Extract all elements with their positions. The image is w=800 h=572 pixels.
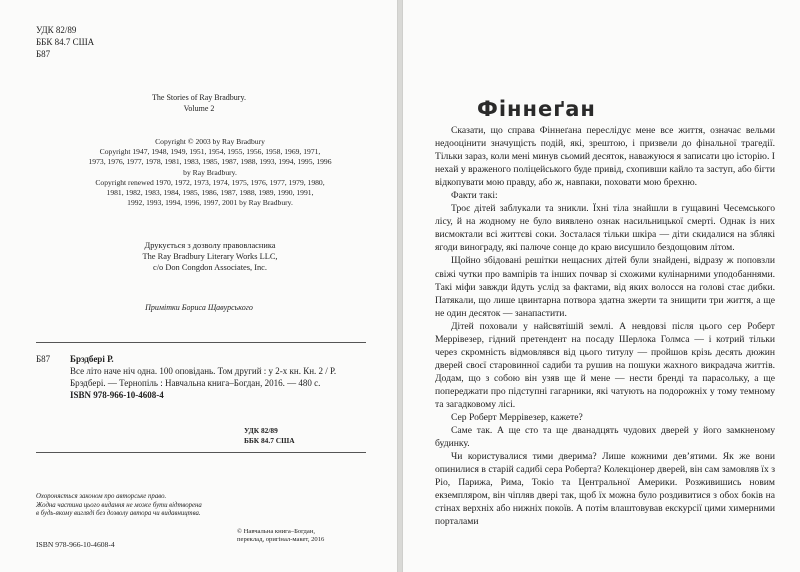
left-page — [0, 0, 398, 572]
copyright-line: by Ray Bradbury. — [183, 167, 237, 177]
paragraph: Факти такі: — [451, 190, 498, 202]
publisher-line: переклад, оригінал-макет, 2016 — [237, 536, 325, 544]
biblio-isbn: ISBN 978-966-10-4608-4 — [70, 390, 164, 400]
volume-line: Volume 2 — [183, 104, 215, 113]
udk-line: УДК 82/89 — [36, 25, 77, 35]
permission-line: Друкується з дозволу правовласника — [144, 241, 276, 250]
bibliographic-record — [36, 353, 371, 401]
udk-small-block — [244, 426, 295, 445]
copyright-line: 1973, 1976, 1977, 1978, 1981, 1983, 1985, 1987, 1988, 1993, 1994, 1995, 1996 — [88, 157, 332, 167]
udk-block — [36, 24, 94, 60]
copyright-line: Copyright renewed 1970, 1972, 1973, 1974, 1975, 1976, 1977, 1979, 1980, — [95, 177, 325, 187]
publisher-line: © Навчальна книга–Богдан, — [237, 528, 316, 535]
footer-isbn: ISBN 978-966-10-4608-4 — [36, 540, 115, 549]
footer-publisher — [237, 528, 324, 545]
chapter-title: Фіннеґан — [477, 97, 596, 121]
b87-line: Б87 — [36, 49, 51, 59]
paragraph: Дітей поховали у найсвятішій землі. А невдовзі після цього сер Роберт Меррівезер, гідний претендент на посаду Шерлока Голмса — і котрий тільки через скромність відмовлявся від цього титулу — пройшов крізь десять дюжин дверей своєї старовинної садиби та рушив на пошуки жахного викрадача життів. Додам, що з собою він узяв ще й мене — нести бренді та парасольку, а ще попереджати про підступні гагарники, які чатують на подорожніх у тому темному та загадковому лісі. — [435, 320, 775, 410]
paragraph: Саме так. А ще сто та ще дванадцять чудових дверей у його замкненому будинку. — [435, 425, 775, 450]
paragraph: Щойно збідовані решітки нещасних дітей були знайдені, відразу ж поповзли свіжі чутки про вампірів та інших почвар зі схожими кулінарними уподобаннями. Такі міфи завжди йдуть услід за фактами, від яких волосся на голові стає дибки. Патякали, що лише цвинтарна потвора здатна зжерти та знищити три життя, а ще не один десяток — занапастити. — [435, 255, 775, 319]
paragraph: Троє дітей заблукали та зникли. Їхні тіла знайшли в гущавині Чесемського лісу, й на жодному не було виявлено ознак насильницької смерті. Однак із них висмоктали всі життєві соки. Зосталася тільки шкіра — діти скидалися на зблякі ягоди винограду, які палюче сонце до краю висушило бездощовим літом. — [435, 203, 775, 254]
copyright-line: Copyright © 2003 by Ray Bradbury — [155, 137, 265, 146]
protection-line: в будь-якому вигляді без дозволу автора чи видавництва. — [36, 510, 201, 518]
notes-credit: Примітки Бориса Щавурського — [145, 303, 253, 312]
udk-small-line: УДК 82/89 — [244, 426, 278, 435]
paragraph: Сказати, що справа Фіннеґана переслідує мене все життя, означає вельми недооцінити значущість подій, які, зрештою, і призвели до фінальної трагедії. Тільки зараз, коли мені минув сьомий десяток, наважуюся я записати цю історію. І нехай у враженого поліцейського буде привід, схопивши кайло та заступ, або бігти відкопувати мою правду, або ж, навпаки, поховати мою брехню. — [435, 125, 775, 189]
biblio-code: Б87 — [36, 354, 51, 364]
copyright-block — [60, 137, 360, 208]
story-text — [435, 124, 775, 528]
bbk-line: ББК 84.7 США — [36, 37, 95, 47]
right-page — [402, 0, 800, 572]
copyright-line: Copyright 1947, 1948, 1949, 1951, 1954, 1955, 1956, 1958, 1969, 1971, — [99, 147, 321, 157]
permission-line: c/o Don Congdon Associates, Inc. — [153, 263, 267, 272]
biblio-description: Все літо наче ніч одна. 100 оповідань. Том другий : у 2-х кн. Кн. 2 / Р. Брэдбері. — Тернопіль : Навчальна книга–Богдан, 2016. — 480 с. — [70, 366, 337, 388]
bbk-small-line: ББК 84.7 США — [244, 435, 295, 445]
original-title-line: The Stories of Ray Bradbury. — [152, 93, 246, 102]
permission-block — [80, 240, 340, 273]
biblio-author: Брэдбері Р. — [70, 354, 114, 364]
copyright-line: 1992, 1993, 1994, 1996, 1997, 2001 by Ray Bradbury. — [127, 198, 293, 208]
copyright-protection-notice — [36, 493, 236, 519]
divider — [36, 452, 366, 453]
original-title — [0, 92, 398, 114]
permission-line: The Ray Bradbury Literary Works LLC, — [142, 252, 278, 261]
paragraph: Сер Роберт Меррівезер, кажете? — [451, 412, 583, 424]
paragraph: Чи користувалися тими дверима? Лише кожними дев’ятими. Як же вони опинилися в старій садибі сера Роберта? Колекціонер дверей, він сам замовляв їх з Ріо, Парижа, Рима, Токіо та Центральної Америки. Розживишись новим екземпляром, він чіпляв двері так, щоб їх можна було роздивитися з обох боків на стінах верхніх або нижніх покоїв. А потім влаштовував екскурсії цими химерними порталами — [435, 451, 775, 528]
protection-line: Жодна частина цього видання не може бути відтворена — [36, 501, 202, 509]
author-row — [36, 353, 371, 365]
copyright-line: 1981, 1982, 1983, 1984, 1985, 1986, 1987, 1988, 1989, 1990, 1991, — [106, 188, 314, 198]
description-row — [36, 365, 371, 389]
divider — [36, 342, 366, 343]
protection-line: Охороняється законом про авторське право. — [36, 493, 167, 500]
